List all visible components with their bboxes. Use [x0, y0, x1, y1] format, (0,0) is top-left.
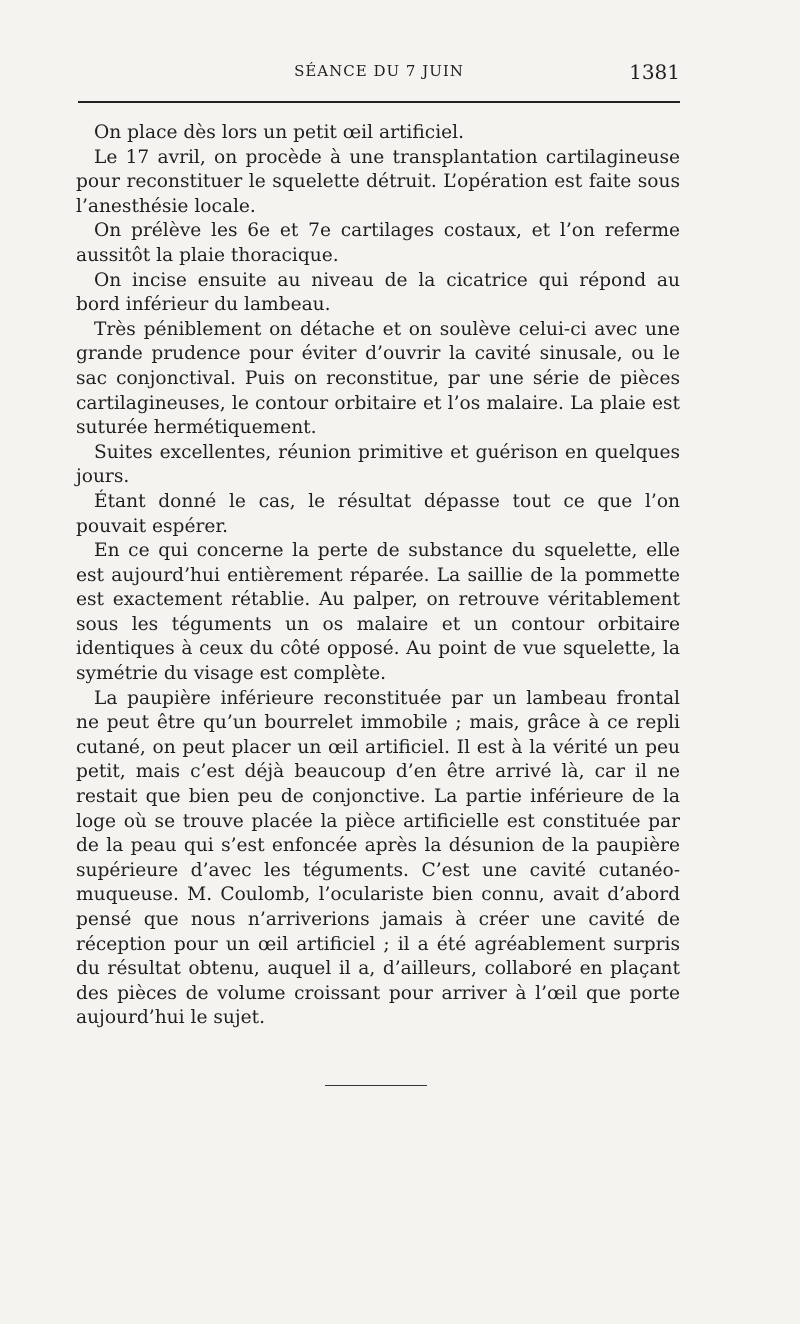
- paragraph: Suites excellentes, réunion primitive et guérison en quelques jours.: [76, 441, 680, 488]
- body-text: [76, 121, 680, 1031]
- paragraph: En ce qui concerne la perte de substance du squelette, elle est aujourd’hui entièrement réparée. La saillie de la pommette est exactement rétablie. Au palper, on retrouve véritablement sous les téguments un os malaire et un contour orbitaire identiques à ceux du côté opposé. Au point de vue squelette, la symétrie du visage est complète.: [76, 540, 680, 685]
- paragraph: On incise ensuite au niveau de la cicatrice qui répond au bord inférieur du lambeau.: [76, 269, 680, 316]
- page-header: [78, 62, 680, 92]
- paragraph: Le 17 avril, on procède à une transplantation cartilagineuse pour reconstituer le squelette détruit. L’opération est faite sous l’anesthésie locale.: [76, 146, 680, 217]
- running-title: SÉANCE DU 7 JUIN: [294, 62, 464, 80]
- page-number: 1381: [629, 60, 680, 84]
- paragraph: On prélève les 6e et 7e cartilages costaux, et l’on referme aussitôt la plaie thoracique.: [76, 220, 680, 266]
- end-rule: [325, 1085, 427, 1086]
- paragraph: Étant donné le cas, le résultat dépasse tout ce que l’on pouvait espérer.: [76, 490, 680, 537]
- paragraph: Très péniblement on détache et on soulève celui-ci avec une grande prudence pour éviter d’ouvrir la cavité sinusale, ou le sac conjonctival. Puis on reconstitue, par une série de pièces cartilagineuses, le contour orbitaire et l’os malaire. La plaie est suturée hermétiquement.: [76, 318, 680, 439]
- paragraph: On place dès lors un petit œil artificiel.: [94, 122, 465, 143]
- paragraph: La paupière inférieure reconstituée par un lambeau frontal ne peut être qu’un bourrelet immobile ; mais, grâce à ce repli cutané, on peut placer un œil artificiel. Il est à la vérité un peu petit, mais c’est déjà beaucoup d’en être arrivé là, car il ne restait que bien peu de conjonctive. La partie inférieure de la loge où se trouve placée la pièce artificielle est constituée par de la peau qui s’est enfoncée après la désunion de la paupière supérieure d’avec les téguments. C’est une cavité cutanéo-muqueuse. M. Coulomb, l’oculariste bien connu, avait d’abord pensé que nous n’arriverions jamais à créer une cavité de réception pour un œil artificiel ; il a été agréablement surpris du résultat obtenu, auquel il a, d’ailleurs, collaboré en plaçant des pièces de volume croissant pour arriver à l’œil que porte aujourd’hui le sujet.: [76, 687, 680, 1029]
- header-rule: [78, 101, 680, 103]
